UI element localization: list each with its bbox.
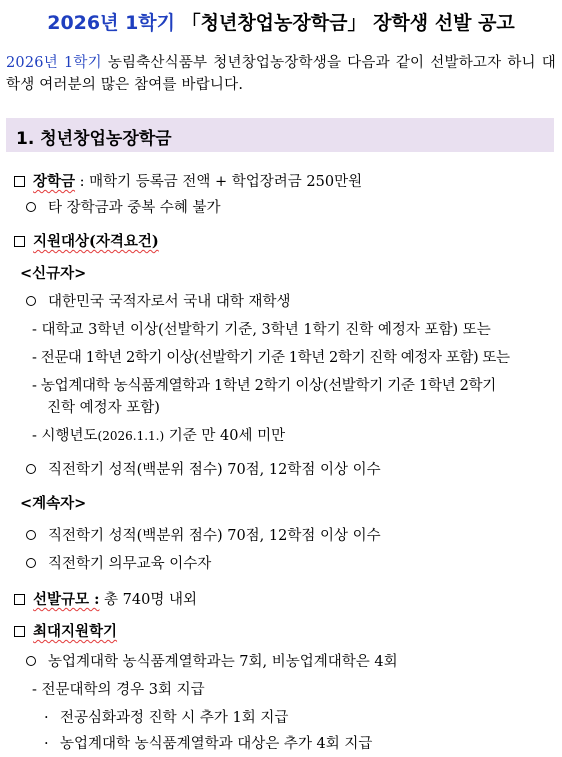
circle-bullet-icon — [26, 530, 36, 540]
detail-text: 농업계대학 농식품계열학과 대상은 추가 4회 지급 — [60, 736, 373, 752]
max-support-main-text: 농업계대학 농식품계열학과는 7회, 비농업계대학은 4회 — [48, 654, 398, 670]
list-item: · 농업계대학 농식품계열학과 대상은 추가 4회 지급 — [44, 736, 373, 752]
new-grade-text: 직전학기 성적(백분위 점수) 70점, 12학점 이상 이수 — [48, 462, 381, 478]
age-date: (2026.1.1.) — [97, 429, 165, 443]
scholarship-label: 장학금 — [33, 173, 76, 190]
list-item: - 시행년도(2026.1.1.) 기준 만 40세 미만 — [32, 428, 286, 444]
eligibility-row — [14, 232, 159, 252]
new-item-text: 농업계대학 농식품계열학과 1학년 2학기 이상(선발학기 기준 1학년 2학기 — [40, 378, 496, 394]
new-main-text: 대한민국 국적자로서 국내 대학 재학생 — [48, 294, 291, 310]
list-item: · 전공심화과정 진학 시 추가 1회 지급 — [44, 710, 289, 726]
max-support-sub-text: 전문대학의 경우 3회 지급 — [41, 682, 205, 698]
list-item: - 전문대 1학년 2학기 이상(선발학기 기준 1학년 2학기 진학 예정자 포함) 또는 — [32, 350, 510, 366]
intro-paragraph — [6, 52, 556, 96]
checkbox-square-icon — [14, 176, 25, 187]
checkbox-square-icon — [14, 236, 25, 247]
section-header — [6, 118, 554, 152]
new-item-text: 대학교 3학년 이상(선발학기 기준, 3학년 1학기 진학 예정자 포함) 또는 — [41, 322, 491, 338]
max-support-row — [14, 622, 117, 642]
intro-text: 농림축산식품부 청년창업농장학생을 다음과 같이 선발하고자 하니 대학생 여러분의 많은 참여를 바랍니다. — [6, 55, 556, 93]
new-main — [26, 292, 291, 312]
scholarship-note — [26, 198, 221, 218]
continuing-label: <계속자> — [20, 495, 87, 512]
new-applicant-label: <신규자> — [20, 265, 87, 282]
selection-row — [14, 590, 197, 610]
checkbox-square-icon — [14, 594, 25, 605]
circle-bullet-icon — [26, 464, 36, 474]
list-item: - 대학교 3학년 이상(선발학기 기준, 3학년 1학기 진학 예정자 포함) 또는 — [32, 322, 491, 338]
selection-value: 총 740명 내외 — [99, 592, 197, 608]
age-prefix: 시행년도 — [41, 428, 98, 444]
scholarship-note-text: 타 장학금과 중복 수혜 불가 — [48, 200, 221, 216]
list-item-continuation: 진학 예정자 포함) — [47, 400, 160, 416]
detail-text: 전공심화과정 진학 시 추가 1회 지급 — [60, 710, 289, 726]
scholarship-row — [14, 172, 362, 192]
title-term: 2026년 1학기 — [47, 12, 175, 34]
checkbox-square-icon — [14, 626, 25, 637]
title-main: 「청년창업농장학금」 장학생 선발 공고 — [181, 12, 515, 34]
cont-item-text: 직전학기 의무교육 이수자 — [48, 556, 212, 572]
cont-item — [26, 554, 211, 574]
circle-bullet-icon — [26, 558, 36, 568]
circle-bullet-icon — [26, 296, 36, 306]
selection-label: 선발규모 : — [33, 591, 100, 608]
circle-bullet-icon — [26, 202, 36, 212]
circle-bullet-icon — [26, 656, 36, 666]
max-support-label: 최대지원학기 — [33, 623, 118, 640]
cont-item — [26, 526, 381, 546]
page-title — [0, 8, 562, 35]
section-heading: 1. 청년창업농장학금 — [16, 129, 172, 149]
eligibility-label: 지원대상(자격요건) — [33, 233, 159, 250]
list-item: - 농업계대학 농식품계열학과 1학년 2학기 이상(선발학기 기준 1학년 2학기 — [32, 378, 496, 394]
new-grade — [26, 460, 381, 480]
age-suffix: 기준 만 40세 미만 — [164, 428, 286, 444]
new-item-text: 전문대 1학년 2학기 이상(선발학기 기준 1학년 2학기 진학 예정자 포함) 또는 — [40, 350, 510, 366]
intro-term: 2026년 1학기 — [6, 55, 102, 71]
list-item: - 전문대학의 경우 3회 지급 — [32, 682, 205, 698]
max-support-main — [26, 652, 398, 672]
cont-item-text: 직전학기 성적(백분위 점수) 70점, 12학점 이상 이수 — [48, 528, 381, 544]
scholarship-value: : 매학기 등록금 전액 + 학업장려금 250만원 — [79, 174, 363, 190]
